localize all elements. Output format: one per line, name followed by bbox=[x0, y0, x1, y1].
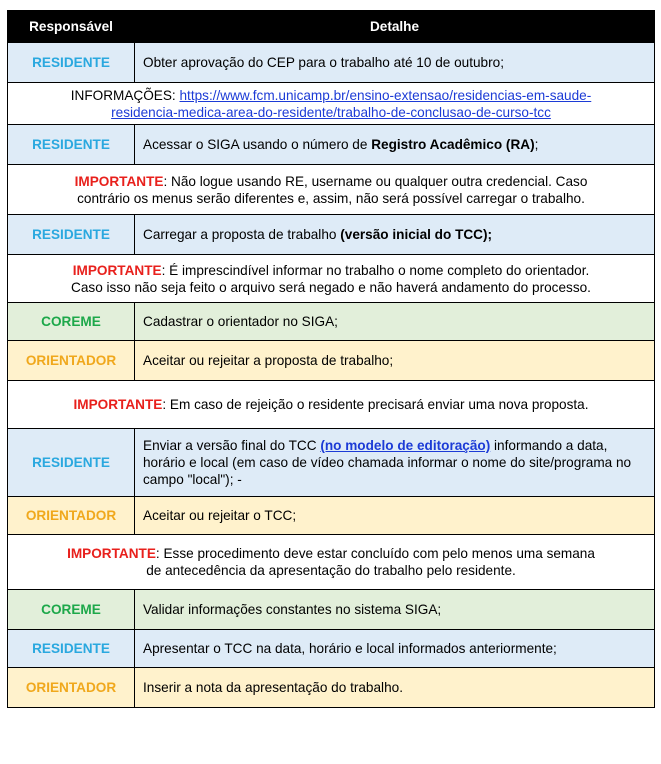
detail-text: Enviar a versão final do TCC bbox=[143, 438, 321, 453]
role-cell: RESIDENTE bbox=[8, 43, 135, 83]
tcc-info-link[interactable]: https://www.fcm.unicamp.br/ensino-extensao/residencias-em-saude- bbox=[179, 87, 592, 103]
important-row bbox=[8, 535, 655, 590]
detail-bold-text: Registro Acadêmico (RA) bbox=[371, 137, 535, 152]
header-detalhe: Detalhe bbox=[135, 11, 655, 43]
tcc-info-link-continued[interactable]: residencia-medica-area-do-residente/trabalho-de-conclusao-de-curso-tcc bbox=[111, 104, 551, 120]
role-cell: RESIDENTE bbox=[8, 429, 135, 497]
important-cell bbox=[8, 255, 655, 303]
important-label: IMPORTANTE bbox=[72, 262, 162, 278]
role-cell: RESIDENTE bbox=[8, 215, 135, 255]
detail-cell: Validar informações constantes no sistema SIGA; bbox=[135, 590, 655, 630]
table-row bbox=[8, 303, 655, 341]
important-label: IMPORTANTE bbox=[74, 173, 164, 189]
important-row bbox=[8, 381, 655, 429]
role-cell: RESIDENTE bbox=[8, 125, 135, 165]
important-text: : Não logue usando RE, username ou qualquer outra credencial. Caso bbox=[163, 173, 588, 189]
detail-text: Acessar o SIGA usando o número de bbox=[143, 137, 372, 152]
table-row bbox=[8, 215, 655, 255]
important-text: contrário os menus serão diferentes e, assim, não será possível carregar o trabalho. bbox=[77, 190, 585, 206]
table-header-row bbox=[8, 11, 655, 43]
detail-cell: Inserir a nota da apresentação do trabalho. bbox=[135, 668, 655, 708]
table-row bbox=[8, 590, 655, 630]
detail-cell: Obter aprovação do CEP para o trabalho até 10 de outubro; bbox=[135, 43, 655, 83]
detail-cell bbox=[135, 429, 655, 497]
detail-text: informando a data, horário e local (em caso de vídeo chamada informar o nome do site/programa no campo "local"); - bbox=[143, 438, 632, 487]
important-row bbox=[8, 255, 655, 303]
role-cell: ORIENTADOR bbox=[8, 341, 135, 381]
important-row bbox=[8, 165, 655, 215]
important-cell bbox=[8, 165, 655, 215]
detail-bold-text: (versão inicial do TCC); bbox=[340, 227, 493, 242]
role-cell: COREME bbox=[8, 303, 135, 341]
info-cell bbox=[8, 83, 655, 125]
table-row bbox=[8, 125, 655, 165]
header-responsavel: Responsável bbox=[8, 11, 135, 43]
role-cell: ORIENTADOR bbox=[8, 497, 135, 535]
table-row bbox=[8, 43, 655, 83]
info-row bbox=[8, 83, 655, 125]
role-cell: ORIENTADOR bbox=[8, 668, 135, 708]
important-cell bbox=[8, 381, 655, 429]
process-table bbox=[7, 10, 655, 708]
table-row bbox=[8, 630, 655, 668]
detail-cell: Apresentar o TCC na data, horário e local informados anteriormente; bbox=[135, 630, 655, 668]
detail-cell bbox=[135, 125, 655, 165]
detail-cell bbox=[135, 215, 655, 255]
important-text: : Em caso de rejeição o residente precisará enviar uma nova proposta. bbox=[162, 397, 589, 412]
detail-cell: Aceitar ou rejeitar o TCC; bbox=[135, 497, 655, 535]
role-cell: COREME bbox=[8, 590, 135, 630]
table-row bbox=[8, 497, 655, 535]
important-text: : É imprescindível informar no trabalho o nome completo do orientador. bbox=[161, 262, 590, 278]
role-cell: RESIDENTE bbox=[8, 630, 135, 668]
detail-cell: Cadastrar o orientador no SIGA; bbox=[135, 303, 655, 341]
important-cell bbox=[8, 535, 655, 590]
important-text: de antecedência da apresentação do trabalho pelo residente. bbox=[146, 563, 516, 578]
important-label: IMPORTANTE bbox=[73, 397, 163, 412]
important-label: IMPORTANTE bbox=[67, 546, 156, 561]
process-table-container bbox=[7, 10, 654, 708]
table-row bbox=[8, 341, 655, 381]
important-text: : Esse procedimento deve estar concluído com pelo menos uma semana bbox=[155, 546, 595, 561]
info-label: INFORMAÇÕES: bbox=[70, 87, 180, 103]
table-row bbox=[8, 429, 655, 497]
detail-text-end: ; bbox=[534, 137, 539, 152]
detail-cell: Aceitar ou rejeitar a proposta de trabalho; bbox=[135, 341, 655, 381]
important-text: Caso isso não seja feito o arquivo será negado e não haverá andamento do processo. bbox=[71, 279, 591, 295]
detail-text: Carregar a proposta de trabalho bbox=[143, 227, 341, 242]
table-row bbox=[8, 668, 655, 708]
editoracao-model-link[interactable]: (no modelo de editoração) bbox=[320, 438, 491, 453]
